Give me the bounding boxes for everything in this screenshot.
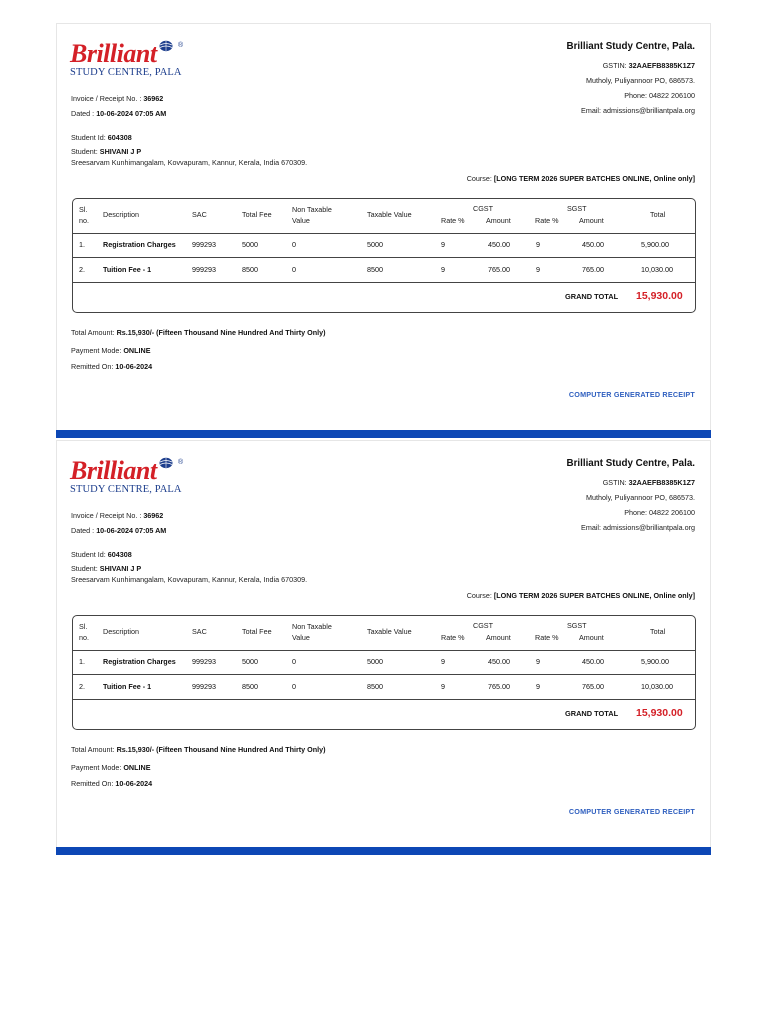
row-divider: [73, 674, 695, 675]
row-divider: [73, 282, 695, 283]
col-cgst-rate: Rate %: [441, 216, 465, 225]
course-info: Course: [LONG TERM 2026 SUPER BATCHES ONLINE, Online only]: [466, 174, 695, 183]
col-sgst: SGST: [567, 204, 587, 213]
remitted-on: Remitted On: 10-06-2024: [71, 362, 153, 371]
col-non-taxable: Non Taxable Value: [292, 205, 332, 225]
org-email: Email: admissions@brilliantpala.org: [581, 523, 695, 532]
col-sl: Sl. no.: [79, 622, 89, 642]
registered-mark: ®: [178, 42, 184, 49]
grand-total-value: 15,930.00: [636, 707, 683, 719]
total-amount: Total Amount: Rs.15,930/- (Fifteen Thousand Nine Hundred And Thirty Only): [71, 745, 326, 754]
logo-subtitle: STUDY CENTRE, PALA: [70, 484, 182, 495]
col-total: Total: [650, 627, 666, 636]
logo-subtitle: STUDY CENTRE, PALA: [70, 67, 182, 78]
org-address: Mutholy, Puliyannoor PO, 686573.: [586, 76, 695, 85]
col-total-fee: Total Fee: [242, 627, 272, 636]
org-phone: Phone: 04822 206100: [624, 91, 695, 100]
receipt-bottom-bar: [56, 430, 711, 438]
globe-icon: [158, 40, 174, 52]
col-description: Description: [103, 210, 139, 219]
brand-logo: [70, 457, 190, 497]
grand-total-value: 15,930.00: [636, 290, 683, 302]
col-sgst-rate: Rate %: [535, 216, 559, 225]
payment-mode: Payment Mode: ONLINE: [71, 346, 151, 355]
globe-icon: [158, 457, 174, 469]
col-sac: SAC: [192, 627, 207, 636]
col-taxable: Taxable Value: [367, 210, 412, 219]
col-sl: Sl. no.: [79, 205, 89, 225]
fee-table: Sl. no. Description SAC Total Fee Non Taxable Value Taxable Value CGST Rate % Amount SGST Rate % Amount Total 1. Registration Charges 999293 5000 0 5000 9 450.00 9 450.00 5,900.00 2. Tuition Fee - 1 999293 8500 0 8500 9 765.00 9 765.00 10,030.00 GRAND TOTAL 15,930.00: [72, 615, 696, 730]
computer-generated-note: COMPUTER GENERATED RECEIPT: [568, 807, 695, 816]
org-name: Brilliant Study Centre, Pala.: [566, 458, 695, 469]
student-address: Sreesarvam Kunhimangalam, Kovvapuram, Kannur, Kerala, India 670309.: [71, 575, 308, 584]
col-total-fee: Total Fee: [242, 210, 272, 219]
org-address: Mutholy, Puliyannoor PO, 686573.: [586, 493, 695, 502]
receipt-number: Invoice / Receipt No. : 36962: [71, 94, 164, 103]
org-gstin: GSTIN: 32AAEFB8385K1Z7: [602, 478, 695, 487]
col-total: Total: [650, 210, 666, 219]
student-name: Student: SHIVANI J P: [71, 147, 142, 156]
logo-wordmark: Brilliant: [70, 456, 157, 485]
grand-total-label: GRAND TOTAL: [565, 292, 619, 301]
receipt-copy: [56, 23, 711, 430]
gstin-value: 32AAEFB8385K1Z7: [628, 61, 695, 70]
receipt-copy: [56, 440, 711, 847]
org-email: Email: admissions@brilliantpala.org: [581, 106, 695, 115]
fee-table: Sl. no. Description SAC Total Fee Non Taxable Value Taxable Value CGST Rate % Amount SGST Rate % Amount Total 1. Registration Charges 999293 5000 0 5000 9 450.00 9 450.00 5,900.00 2. Tuition Fee - 1 999293 8500 0 8500 9 765.00 9 765.00 10,030.00 GRAND TOTAL 15,930.00: [72, 198, 696, 313]
org-header: [567, 41, 695, 52]
receipt-date: Dated : 10-06-2024 07:05 AM: [71, 526, 167, 535]
col-sac: SAC: [192, 210, 207, 219]
header-divider: [73, 233, 695, 234]
student-name: Student: SHIVANI J P: [71, 564, 142, 573]
col-taxable: Taxable Value: [367, 627, 412, 636]
computer-generated-note: COMPUTER GENERATED RECEIPT: [568, 390, 695, 399]
course-info: Course: [LONG TERM 2026 SUPER BATCHES ONLINE, Online only]: [466, 591, 695, 600]
col-sgst: SGST: [567, 621, 587, 630]
receipt-bottom-bar: [56, 847, 711, 855]
org-phone: Phone: 04822 206100: [624, 508, 695, 517]
row-divider: [73, 699, 695, 700]
student-id: Student Id: 604308: [71, 550, 132, 559]
logo-wordmark: Brilliant: [70, 39, 157, 68]
header-divider: [73, 650, 695, 651]
receipt-date: Dated : 10-06-2024 07:05 AM: [71, 109, 167, 118]
col-cgst-rate: Rate %: [441, 633, 465, 642]
org-header: [567, 458, 695, 469]
col-cgst-amount: Amount: [486, 216, 511, 225]
col-cgst: CGST: [473, 204, 493, 213]
gstin-value: 32AAEFB8385K1Z7: [628, 478, 695, 487]
registered-mark: ®: [178, 459, 184, 466]
org-gstin: GSTIN: 32AAEFB8385K1Z7: [602, 61, 695, 70]
total-amount: Total Amount: Rs.15,930/- (Fifteen Thousand Nine Hundred And Thirty Only): [71, 328, 326, 337]
col-sgst-amount: Amount: [579, 633, 604, 642]
student-address: Sreesarvam Kunhimangalam, Kovvapuram, Kannur, Kerala, India 670309.: [71, 158, 308, 167]
brand-logo: [70, 40, 190, 80]
col-sgst-rate: Rate %: [535, 633, 559, 642]
remitted-on: Remitted On: 10-06-2024: [71, 779, 153, 788]
col-cgst-amount: Amount: [486, 633, 511, 642]
grand-total-label: GRAND TOTAL: [565, 709, 619, 718]
org-name: Brilliant Study Centre, Pala.: [566, 41, 695, 52]
receipt-number: Invoice / Receipt No. : 36962: [71, 511, 164, 520]
col-description: Description: [103, 627, 139, 636]
col-non-taxable: Non Taxable Value: [292, 622, 332, 642]
col-sgst-amount: Amount: [579, 216, 604, 225]
col-cgst: CGST: [473, 621, 493, 630]
row-divider: [73, 257, 695, 258]
payment-mode: Payment Mode: ONLINE: [71, 763, 151, 772]
student-id: Student Id: 604308: [71, 133, 132, 142]
